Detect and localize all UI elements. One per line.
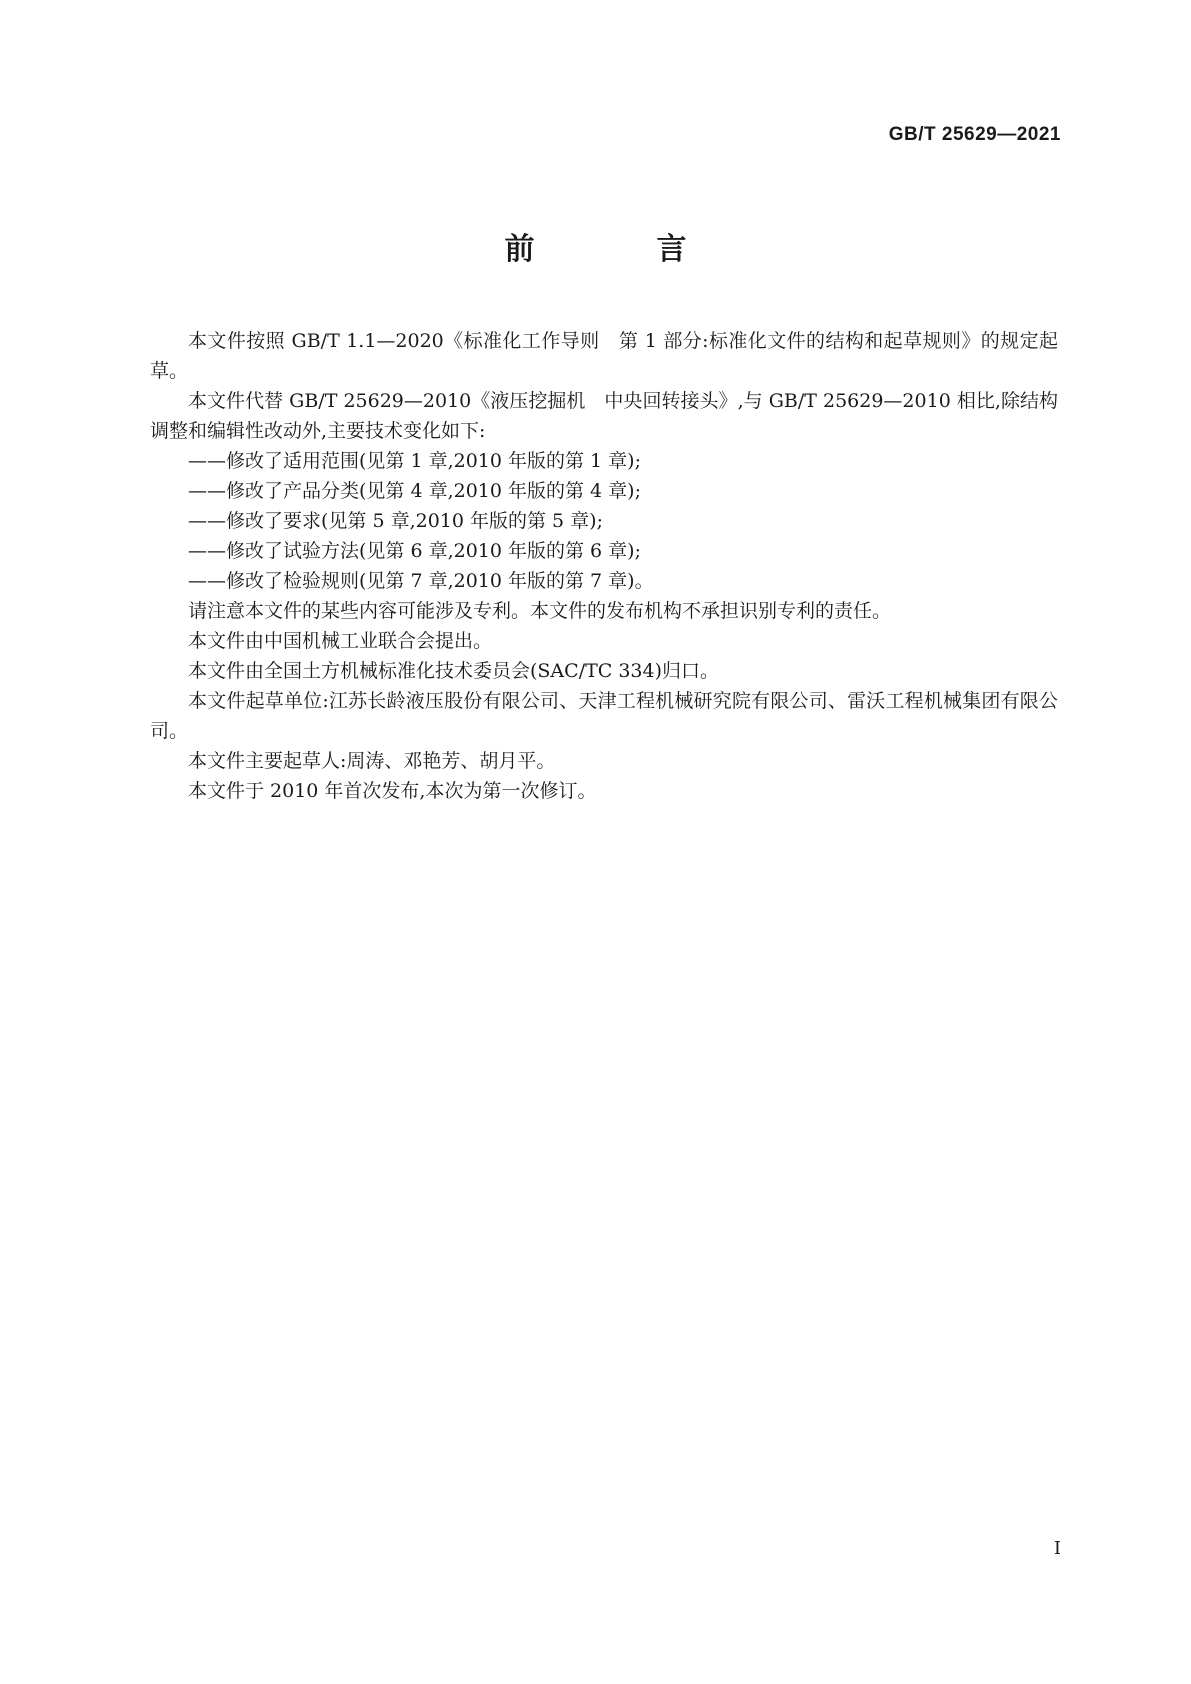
standard-number: GB/T 25629—2021	[888, 124, 1061, 145]
list-item: ——修改了要求(见第 5 章,2010 年版的第 5 章);	[188, 510, 603, 532]
page-title: 前 言	[504, 232, 733, 267]
list-item: ——修改了适用范围(见第 1 章,2010 年版的第 1 章);	[188, 450, 641, 472]
paragraph-history: 本文件于 2010 年首次发布,本次为第一次修订。	[188, 780, 597, 802]
list-item: ——修改了产品分类(见第 4 章,2010 年版的第 4 章);	[188, 480, 641, 502]
paragraph-proposer: 本文件由中国机械工业联合会提出。	[188, 630, 493, 652]
paragraph-drafters: 本文件主要起草人:周涛、邓艳芳、胡月平。	[188, 750, 556, 772]
list-item: ——修改了检验规则(见第 7 章,2010 年版的第 7 章)。	[188, 570, 654, 592]
list-item: ——修改了试验方法(见第 6 章,2010 年版的第 6 章);	[188, 540, 641, 562]
paragraph-patent-notice: 请注意本文件的某些内容可能涉及专利。本文件的发布机构不承担识别专利的责任。	[188, 600, 892, 622]
paragraph-committee: 本文件由全国土方机械标准化技术委员会(SAC/TC 334)归口。	[188, 660, 720, 682]
page-number: I	[1053, 1538, 1061, 1559]
paragraph-replacement: 本文件代替 GB/T 25629—2010《液压挖掘机 中央回转接头》,与 GB/T 25629—2010 相比,除结构调整和编辑性改动外,主要技术变化如下:	[150, 390, 1058, 442]
foreword-body	[150, 326, 1058, 806]
paragraph-drafting-rules: 本文件按照 GB/T 1.1—2020《标准化工作导则 第 1 部分:标准化文件的结构和起草规则》的规定起草。	[150, 330, 1058, 382]
paragraph-drafting-units: 本文件起草单位:江苏长龄液压股份有限公司、天津工程机械研究院有限公司、雷沃工程机械集团有限公司。	[150, 690, 1058, 742]
